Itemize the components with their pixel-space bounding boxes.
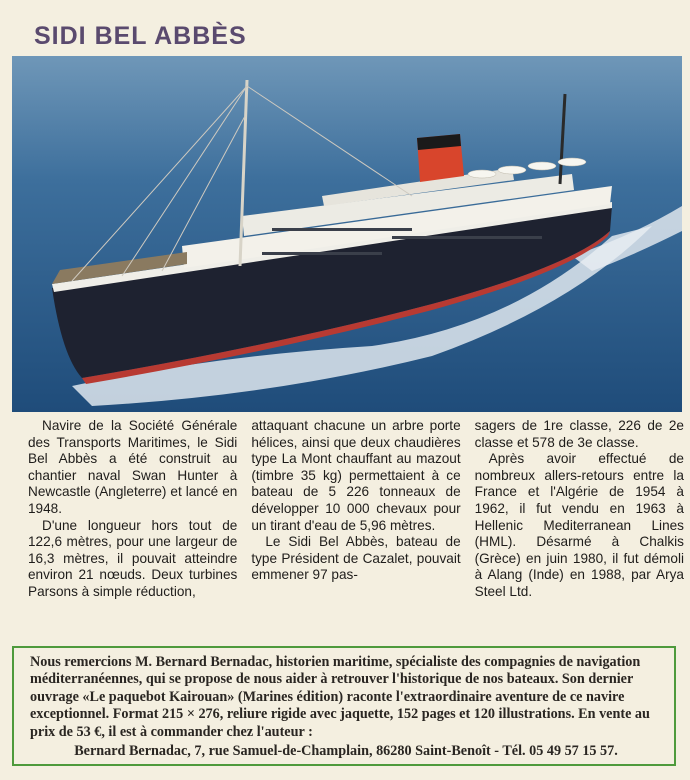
author-note-box: [12, 646, 676, 766]
paragraph: Navire de la Société Générale des Transports Maritimes, le Sidi Bel Abbès a été construit au chantier naval Swan Hunter à Newcastle (Angleterre) et lancé en 1948.: [28, 418, 238, 516]
author-note-text: Nous remercions M. Bernard Bernadac, historien maritime, spécialiste des compagnies de navigation méditerranéennes, qui se propose de nous aider à retrouver l'historique de nos bateaux. Son dernier ouvrage «Le paquebot Kairouan» (Marines édition) raconte l'extraordinaire aventure de ce navire exceptionnel. Format 215 × 276, reliure rigide avec jaquette, 152 pages et 120 illustrations. En vente au prix de 53 €, il est à commander chez l'auteur :: [30, 654, 650, 740]
paragraph: attaquant chacune un arbre porte hélices, ainsi que deux chaudières type La Mont chauffant au mazout (timbre 35 kg) permettaient à ce bateau de 5 226 tonneaux de développer 10 000 chevaux pour un tirant d'eau de 5,96 mètres.: [251, 418, 461, 533]
paragraph: Après avoir effectué de nombreux allers-retours entre la France et l'Algérie de 1954 à 1962, il fut vendu en 1963 à Hellenic Mediterranean Lines (HML). Désarmé à Chalkis (Grèce) en juin 1980, il fut démoli à Alang (Inde) en 1988, par Arya Steel Ltd.: [474, 451, 684, 599]
author-address: Bernard Bernadac, 7, rue Samuel-de-Champlain, 86280 Saint-Benoît - Tél. 05 49 57 15 57.: [74, 743, 618, 760]
article-column-3: [475, 418, 684, 640]
page-title: SIDI BEL ABBÈS: [34, 22, 247, 50]
article-column-1: [28, 418, 237, 640]
article-column-2: [251, 418, 460, 640]
paragraph: Le Sidi Bel Abbès, bateau de type Président de Cazalet, pouvait emmener 97 pas-: [251, 534, 461, 583]
article-columns: [28, 418, 684, 640]
paragraph: sagers de 1re classe, 226 de 2e classe et 578 de 3e classe.: [474, 418, 684, 450]
ship-photo: [12, 56, 682, 412]
paragraph: D'une longueur hors tout de 122,6 mètres, pour une largeur de 16,3 mètres, il pouvait atteindre environ 21 nœuds. Deux turbines Parsons à simple réduction,: [28, 517, 238, 599]
